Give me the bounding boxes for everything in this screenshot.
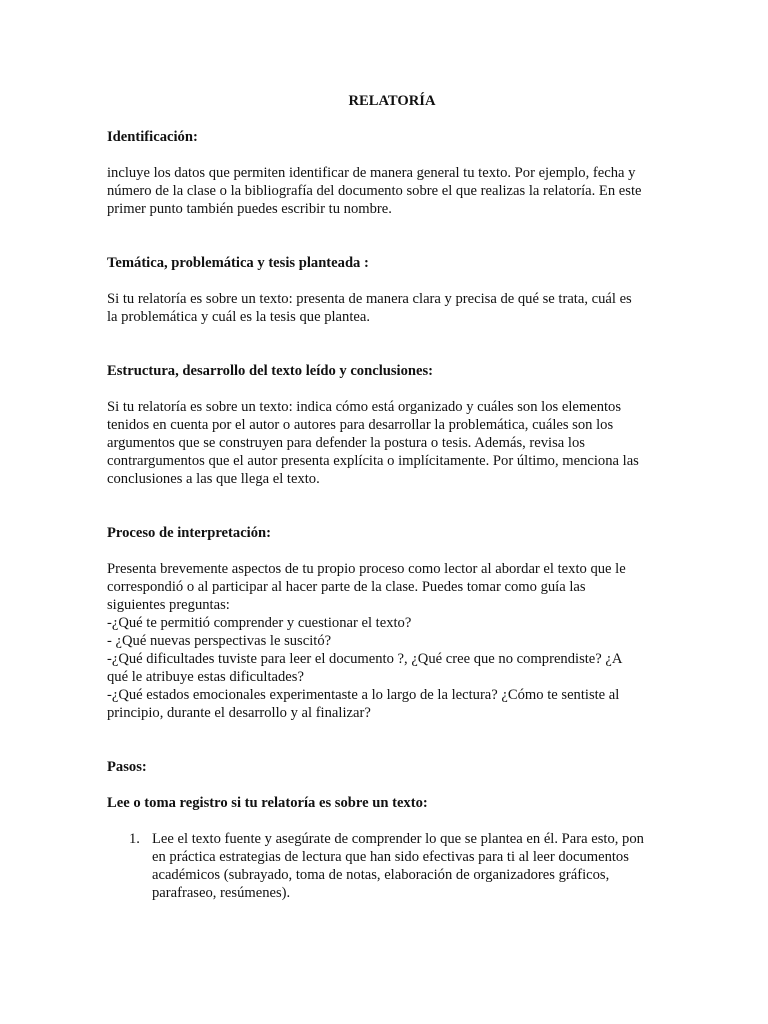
- text-line: argumentos que se construyen para defender la postura o tesis. Además, revisa los: [107, 435, 585, 451]
- text-line: Si tu relatoría es sobre un texto: presenta de manera clara y precisa de qué se trata, cuál es: [107, 291, 632, 307]
- question-line: principio, durante el desarrollo y al finalizar?: [107, 705, 371, 721]
- list-item-number: 1.: [129, 831, 140, 847]
- text-line: Si tu relatoría es sobre un texto: indica cómo está organizado y cuáles son los elementos: [107, 399, 622, 415]
- document-title: RELATORÍA: [348, 93, 436, 109]
- paragraph-tematica: [107, 290, 677, 326]
- text-line: tenidos en cuenta por el autor o autores para desarrollar la problemática, cuáles son los: [107, 417, 614, 433]
- document-page: [107, 92, 677, 902]
- paragraph-proceso: [107, 560, 677, 722]
- text-line: contrargumentos que el autor presenta explícita o implícitamente. Por último, menciona las: [107, 453, 639, 469]
- text-line: Lee el texto fuente y asegúrate de comprender lo que se plantea en él. Para esto, pon: [152, 831, 644, 847]
- text-line: académicos (subrayado, toma de notas, elaboración de organizadores gráficos,: [152, 867, 610, 883]
- list-item: [152, 830, 677, 902]
- text-line: primer punto también puedes escribir tu nombre.: [107, 201, 392, 217]
- text-line: la problemática y cuál es la tesis que plantea.: [107, 309, 370, 325]
- heading-estructura: Estructura, desarrollo del texto leído y conclusiones:: [107, 363, 434, 379]
- heading-proceso: Proceso de interpretación:: [107, 525, 272, 541]
- heading-tematica: Temática, problemática y tesis planteada :: [107, 255, 369, 271]
- heading-lee: Lee o toma registro si tu relatoría es sobre un texto:: [107, 795, 428, 811]
- heading-identificacion: Identificación:: [107, 129, 198, 145]
- numbered-list: [107, 830, 677, 902]
- text-line: conclusiones a las que llega el texto.: [107, 471, 320, 487]
- text-line: número de la clase o la bibliografía del documento sobre el que realizas la relatoría. En este: [107, 183, 642, 199]
- question-line: qué le atribuye estas dificultades?: [107, 669, 304, 685]
- question-line: -¿Qué dificultades tuviste para leer el documento ?, ¿Qué cree que no comprendiste? ¿A: [107, 651, 623, 667]
- question-line: -¿Qué estados emocionales experimentaste a lo largo de la lectura? ¿Cómo te sentiste al: [107, 687, 620, 703]
- question-line: -¿Qué te permitió comprender y cuestionar el texto?: [107, 615, 412, 631]
- text-line: parafraseo, resúmenes).: [152, 885, 291, 901]
- text-line: siguientes preguntas:: [107, 597, 230, 613]
- text-line: en práctica estrategias de lectura que han sido efectivas para ti al leer documentos: [152, 849, 629, 865]
- paragraph-estructura: [107, 398, 677, 488]
- question-line: - ¿Qué nuevas perspectivas le suscitó?: [107, 633, 332, 649]
- text-line: correspondió o al participar al hacer parte de la clase. Puedes tomar como guía las: [107, 579, 586, 595]
- text-line: incluye los datos que permiten identificar de manera general tu texto. Por ejemplo, fecha y: [107, 165, 636, 181]
- text-line: Presenta brevemente aspectos de tu propio proceso como lector al abordar el texto que le: [107, 561, 626, 577]
- heading-pasos: Pasos:: [107, 759, 147, 775]
- paragraph-identificacion: [107, 164, 677, 218]
